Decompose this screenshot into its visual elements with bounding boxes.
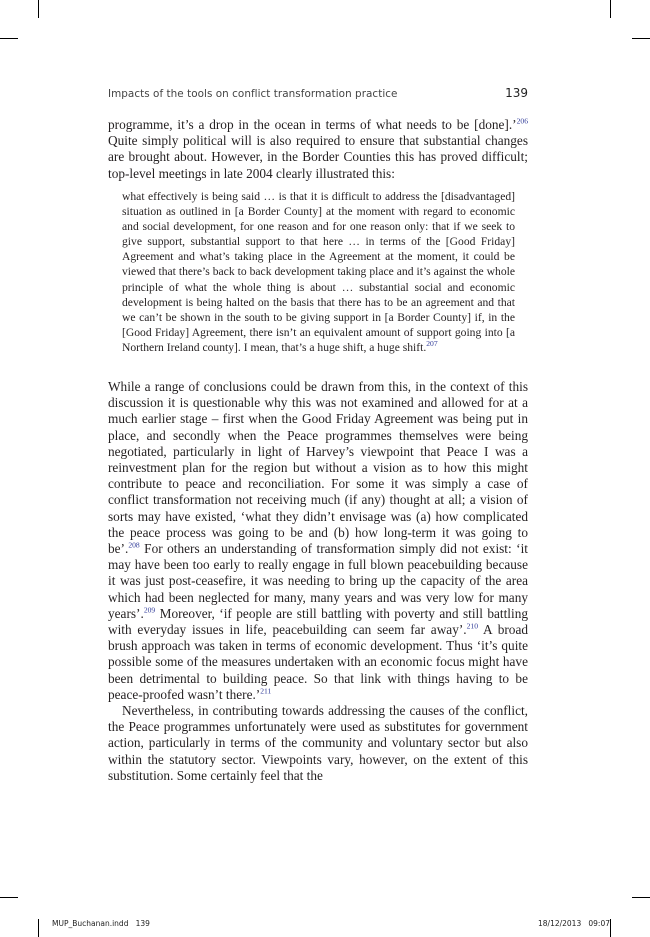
page-number: 139 xyxy=(505,86,528,100)
intro-paragraph xyxy=(108,117,528,182)
crop-mark xyxy=(632,897,650,898)
crop-mark xyxy=(38,0,39,18)
intro-text: programme, it’s a drop in the ocean in terms of what needs to be [done].’ xyxy=(108,117,517,132)
print-slug xyxy=(52,919,610,931)
body-paragraphs xyxy=(108,379,528,784)
footnote-ref[interactable]: 207 xyxy=(426,339,438,349)
paragraph-text: Moreover, ‘if people are still battling with poverty and still battling with everyday issues in life, peacebuilding can seem far away’. xyxy=(108,605,528,638)
paragraph-text: Nevertheless, in contributing towards addressing the causes of the conflict, the Peace programmes unfortunately were used as substitutes for government action, particularly in terms of the community and voluntary sector but also within the statutory sector. Viewpoints vary, however, on the extent of this substitution. Some certainly feel that the xyxy=(108,703,528,783)
paragraph xyxy=(108,703,528,784)
slug-file: MUP_Buchanan.indd 139 xyxy=(52,919,150,928)
footnote-ref[interactable]: 206 xyxy=(516,116,528,126)
crop-mark xyxy=(38,919,39,937)
intro-text-cont: Quite simply political will is also required to ensure that substantial changes are brought about. However, in the Border Counties this has proved difficult; top-level meetings in late 2004 clearly illustrated this: xyxy=(108,133,528,181)
block-quote xyxy=(122,189,515,355)
paragraph-text: For others an understanding of transformation simply did not exist: ‘it may have been too early to really engage in full blown peacebuilding because it was just post-ceasefire, it was needing to bring up the capacity of the area which had been neglected for many, many years and was very low for many years’. xyxy=(108,541,528,621)
running-head-title: Impacts of the tools on conflict transformation practice xyxy=(108,88,398,100)
paragraph-text: While a range of conclusions could be drawn from this, in the context of this discussion it is questionable why this was not examined and allowed for at a much earlier stage – first when the Good Friday Agreement was being put in place, and secondly when the Peace programmes themselves were being negotiated, particularly in light of Harvey’s viewpoint that Peace I was a reinvestment plan for the region but without a vision as to how this might contribute to peace and reconciliation. For some it was simply a case of conflict transformation not receiving much (if any) thought at all; a vision of sorts may have existed, ‘what they didn’t envisage was (a) how complicated the peace process was going to be and (b) how long-term it was going to be’. xyxy=(108,379,528,557)
footnote-ref[interactable]: 211 xyxy=(260,686,272,696)
footnote-ref[interactable]: 208 xyxy=(128,540,140,550)
paragraph xyxy=(108,379,528,703)
quote-text: what effectively is being said … is that it is difficult to address the [disadvantaged] situation as outlined in [a Border County] at the moment with regard to economic and social development, for one reason and for one reason only: that if we seek to give support, substantial support to that here … in terms of the [Good Friday] Agreement and what’s taking place in the Agreement at the moment, it could be viewed that there’s back to back development taking place and it’s against the whole principle of what the whole thing is about … substantial social and economic development is being halted on the basis that there has to be an agreement and that we can’t be shown in the south to be giving support in [a Border County] if, in the [Good Friday] Agreement, there isn’t an equivalent amount of support going into [a Northern Ireland county]. I mean, that’s a huge shift, a huge shift. xyxy=(122,190,515,354)
crop-mark xyxy=(610,0,611,18)
crop-mark xyxy=(0,38,18,39)
crop-mark xyxy=(610,919,611,937)
crop-mark xyxy=(0,897,18,898)
running-head xyxy=(108,86,528,104)
slug-datetime: 18/12/2013 09:07 xyxy=(538,919,610,928)
footnote-ref[interactable]: 210 xyxy=(466,621,478,631)
paragraph-text: A broad brush approach was taken in terms of economic development. Thus ‘it’s quite possible some of the measures undertaken with an economic focus might have been detrimental to building peace. So that link with things having to be peace-proofed wasn’t there.’ xyxy=(108,622,529,702)
crop-mark xyxy=(632,38,650,39)
footnote-ref[interactable]: 209 xyxy=(143,605,156,615)
